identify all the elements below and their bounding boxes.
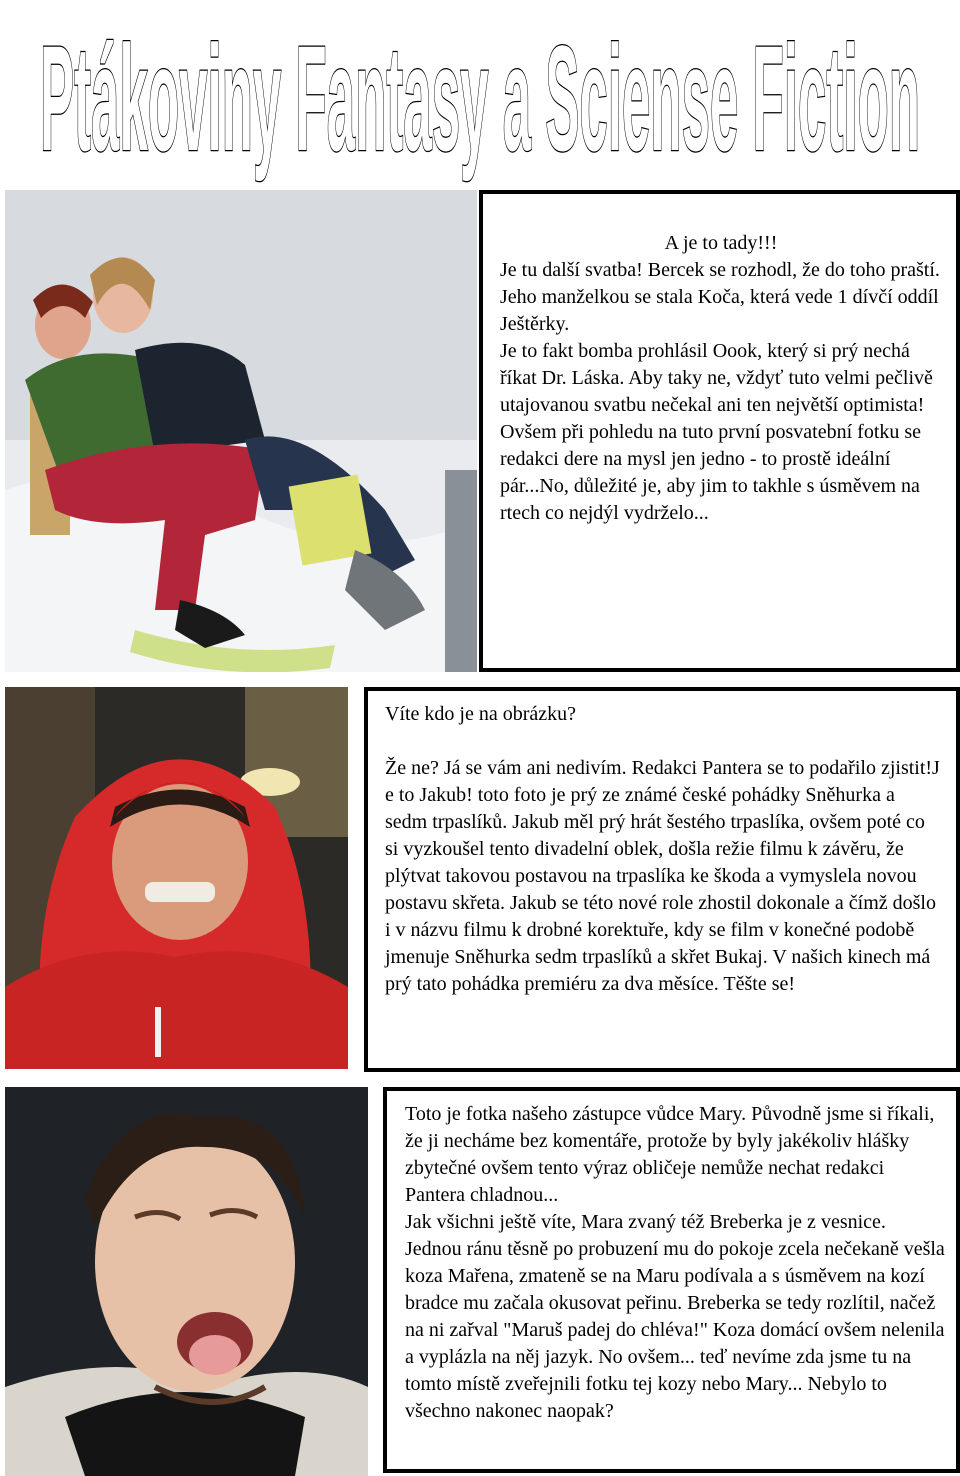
face-tongue-photo bbox=[5, 1087, 368, 1476]
spacer bbox=[385, 728, 942, 755]
jakub-question: Víte kdo je na obrázku? bbox=[385, 703, 577, 725]
couple-photo bbox=[5, 190, 477, 672]
jakub-paragraph: Že ne? Já se vám ani nedivím. Redakci Pantera se to podařilo zjistit!J e to Jakub! toto foto je prý ze známé české pohádky Sněhurka a sedm trpaslíků. Jakub měl prý hrát šestého trpaslíka, ovšem poté co si vyzkoušel tento divadelní oblek, došla režie filmu k závěru, že plýtvat takovou postavou na trpaslíka ke škoda a vymyslela novou postavu skřeta. Jakub se této nové role zhostil dokonale a čímž došlo i v názvu filmu k drobné korektuře, kdy se film v konečné podobě jmenuje Sněhurka sedm trpaslíků a skřet Bukaj. V našich kinech má prý tato pohádka premiéru za dva měsíce. Těšte se! bbox=[385, 757, 940, 995]
mara-paragraph-2: Jak všichni ještě víte, Mara zvaný též Breberka je z vesnice. Jednou ránu těsně po probuzení mu do pokoje zcela nečekaně vešla koza Mařena, zmateně se na Maru podívala a s úsměvem na kozí bradce mu začala okusovat peřinu. Breberka se tedy rozlítil, načež na ni zařval "Maruš padej do chléva!" Koza domácí ovšem nelenila a vyplázla na něj jazyk. No ovšem... teď nevíme zda jsme tu na tomto místě zveřejnili fotku tej kozy nebo Mary... Nebylo to všechno nakonec naopak? bbox=[405, 1211, 945, 1422]
wedding-paragraph-2: Je to fakt bomba prohlásil Oook, který si prý nechá říkat Dr. Láska. Aby taky ne, vždyť tuto velmi pečlivě utajovanou svatbu nečekal ani ten největší optimista! bbox=[500, 340, 933, 416]
red-hood-boy-photo bbox=[5, 687, 348, 1069]
wedding-headline: A je to tady!!! bbox=[664, 232, 778, 254]
mara-paragraph-1: Toto je fotka našeho zástupce vůdce Mary. Původně jsme si říkali, že ji necháme bez komentáře, protože by byly jakékoliv hlášky zbytečné ovšem tento výraz obličeje nemůže nechat redakci Pantera chladnou... bbox=[405, 1103, 935, 1206]
page-title bbox=[20, 0, 940, 190]
wedding-paragraph-1: Je tu další svatba! Bercek se rozhodl, že do toho praští. Jeho manželkou se stala Koča, která vede 1 dívčí oddíl Ještěrky. bbox=[500, 259, 940, 335]
wedding-paragraph-3: Ovšem při pohledu na tuto první posvatební fotku se redakci dere na mysl jen jedno - to prostě ideální pár...No, důležité je, aby jim to takhle s úsměvem na rtech co nejdýl vydrželo... bbox=[500, 421, 922, 524]
article-wedding bbox=[479, 190, 960, 672]
article-jakub bbox=[364, 687, 960, 1072]
article-mara bbox=[383, 1087, 960, 1473]
page-title-text: Ptákoviny Fantasy a Sciense Fiction bbox=[40, 14, 920, 182]
